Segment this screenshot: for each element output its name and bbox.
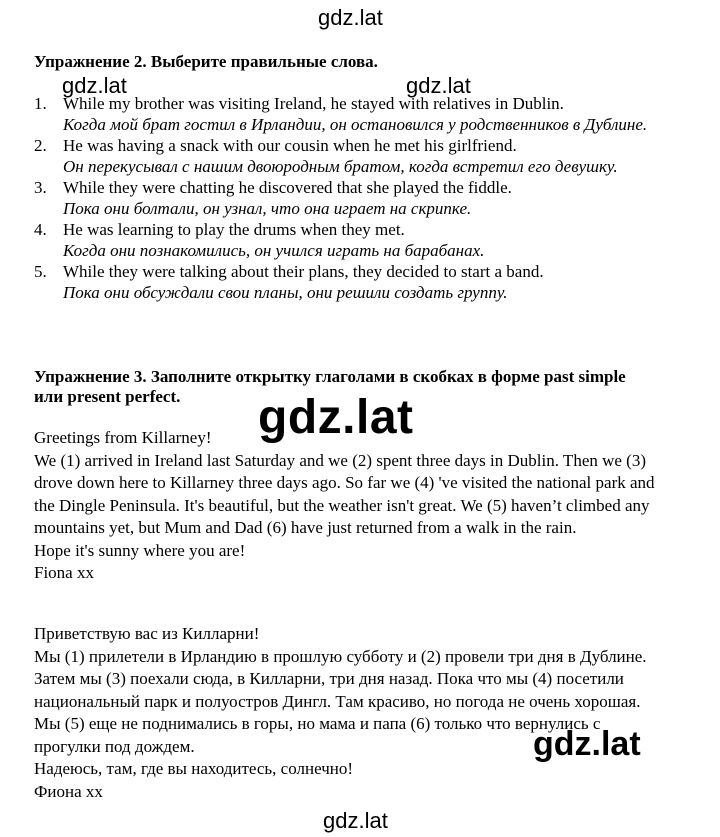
list-item [34,93,674,135]
watermark-top: gdz.lat [318,5,383,30]
postcard-english [34,427,664,585]
item-russian: Когда мой брат гостил в Ирландии, он остановился у родственников в Дублине. [63,115,648,134]
item-number: 5. [34,262,47,281]
postcard-closing: Надеюсь, там, где вы находитесь, солнечно! [34,759,354,778]
item-english: He was having a snack with our cousin when he met his girlfriend. [63,136,517,155]
watermark-left: gdz.lat [62,73,127,98]
postcard-signature: Fiona xx [34,563,94,582]
list-item [34,135,674,177]
list-item [34,177,674,219]
item-number: 3. [34,178,47,197]
item-english: He was learning to play the drums when they met. [63,220,405,239]
exercise-2-title: Упражнение 2. Выберите правильные слова. [34,52,378,71]
item-russian: Пока они болтали, он узнал, что она играет на скрипке. [63,199,472,218]
item-number: 2. [34,136,47,155]
item-english: While they were chatting he discovered that she played the fiddle. [63,178,512,197]
watermark-right: gdz.lat [406,73,471,98]
item-english: While they were talking about their plans, they decided to start a band. [63,262,544,281]
postcard-body: Мы (1) прилетели в Ирландию в прошлую субботу и (2) провели три дня в Дублине. Затем мы (3) поехали сюда, в Килларни, три дня назад. Пока что мы (4) посетили национальный парк и полуостров Дингл. Там красиво, но погода не очень хорошая. Мы (5) еще не поднимались в горы, но мама и папа (6) только что вернулись с прогулки под дождем. [34,646,647,756]
watermark-bottom-right: gdz.lat [533,725,641,763]
item-russian: Он перекусывал с нашим двоюродным братом, когда встретил его девушку. [63,157,618,176]
postcard-greeting: Greetings from Killarney! [34,428,212,447]
postcard-greeting: Приветствую вас из Килларни! [34,624,260,643]
watermark-large: gdz.lat [258,391,414,444]
exercise-3-title: Упражнение 3. Заполните открытку глаголами в скобках в форме past simple или present perfect. [34,367,626,406]
watermark-bottom: gdz.lat [323,808,388,833]
postcard-russian [34,623,664,803]
item-number: 1. [34,94,47,113]
list-item [34,261,674,303]
postcard-body: We (1) arrived in Ireland last Saturday and we (2) spent three days in Dublin. Then we (3) drove down here to Killarney three days ago. So far we (4) 've visited the national park and the Dingle Peninsula. It's beautiful, but the weather isn't great. We (5) haven’t climbed any mountains yet, but Mum and Dad (6) have just returned from a walk in the rain. [34,450,655,537]
item-russian: Пока они обсуждали свои планы, они решили создать группу. [63,283,508,302]
item-russian: Когда они познакомились, он учился играть на барабанах. [63,241,485,260]
item-english: While my brother was visiting Ireland, he stayed with relatives in Dublin. [63,94,564,113]
list-item [34,219,674,261]
postcard-signature: Фиона xx [34,781,103,801]
postcard-closing: Hope it's sunny where you are! [34,540,246,560]
item-number: 4. [34,220,47,239]
exercise-2-list [34,93,674,303]
